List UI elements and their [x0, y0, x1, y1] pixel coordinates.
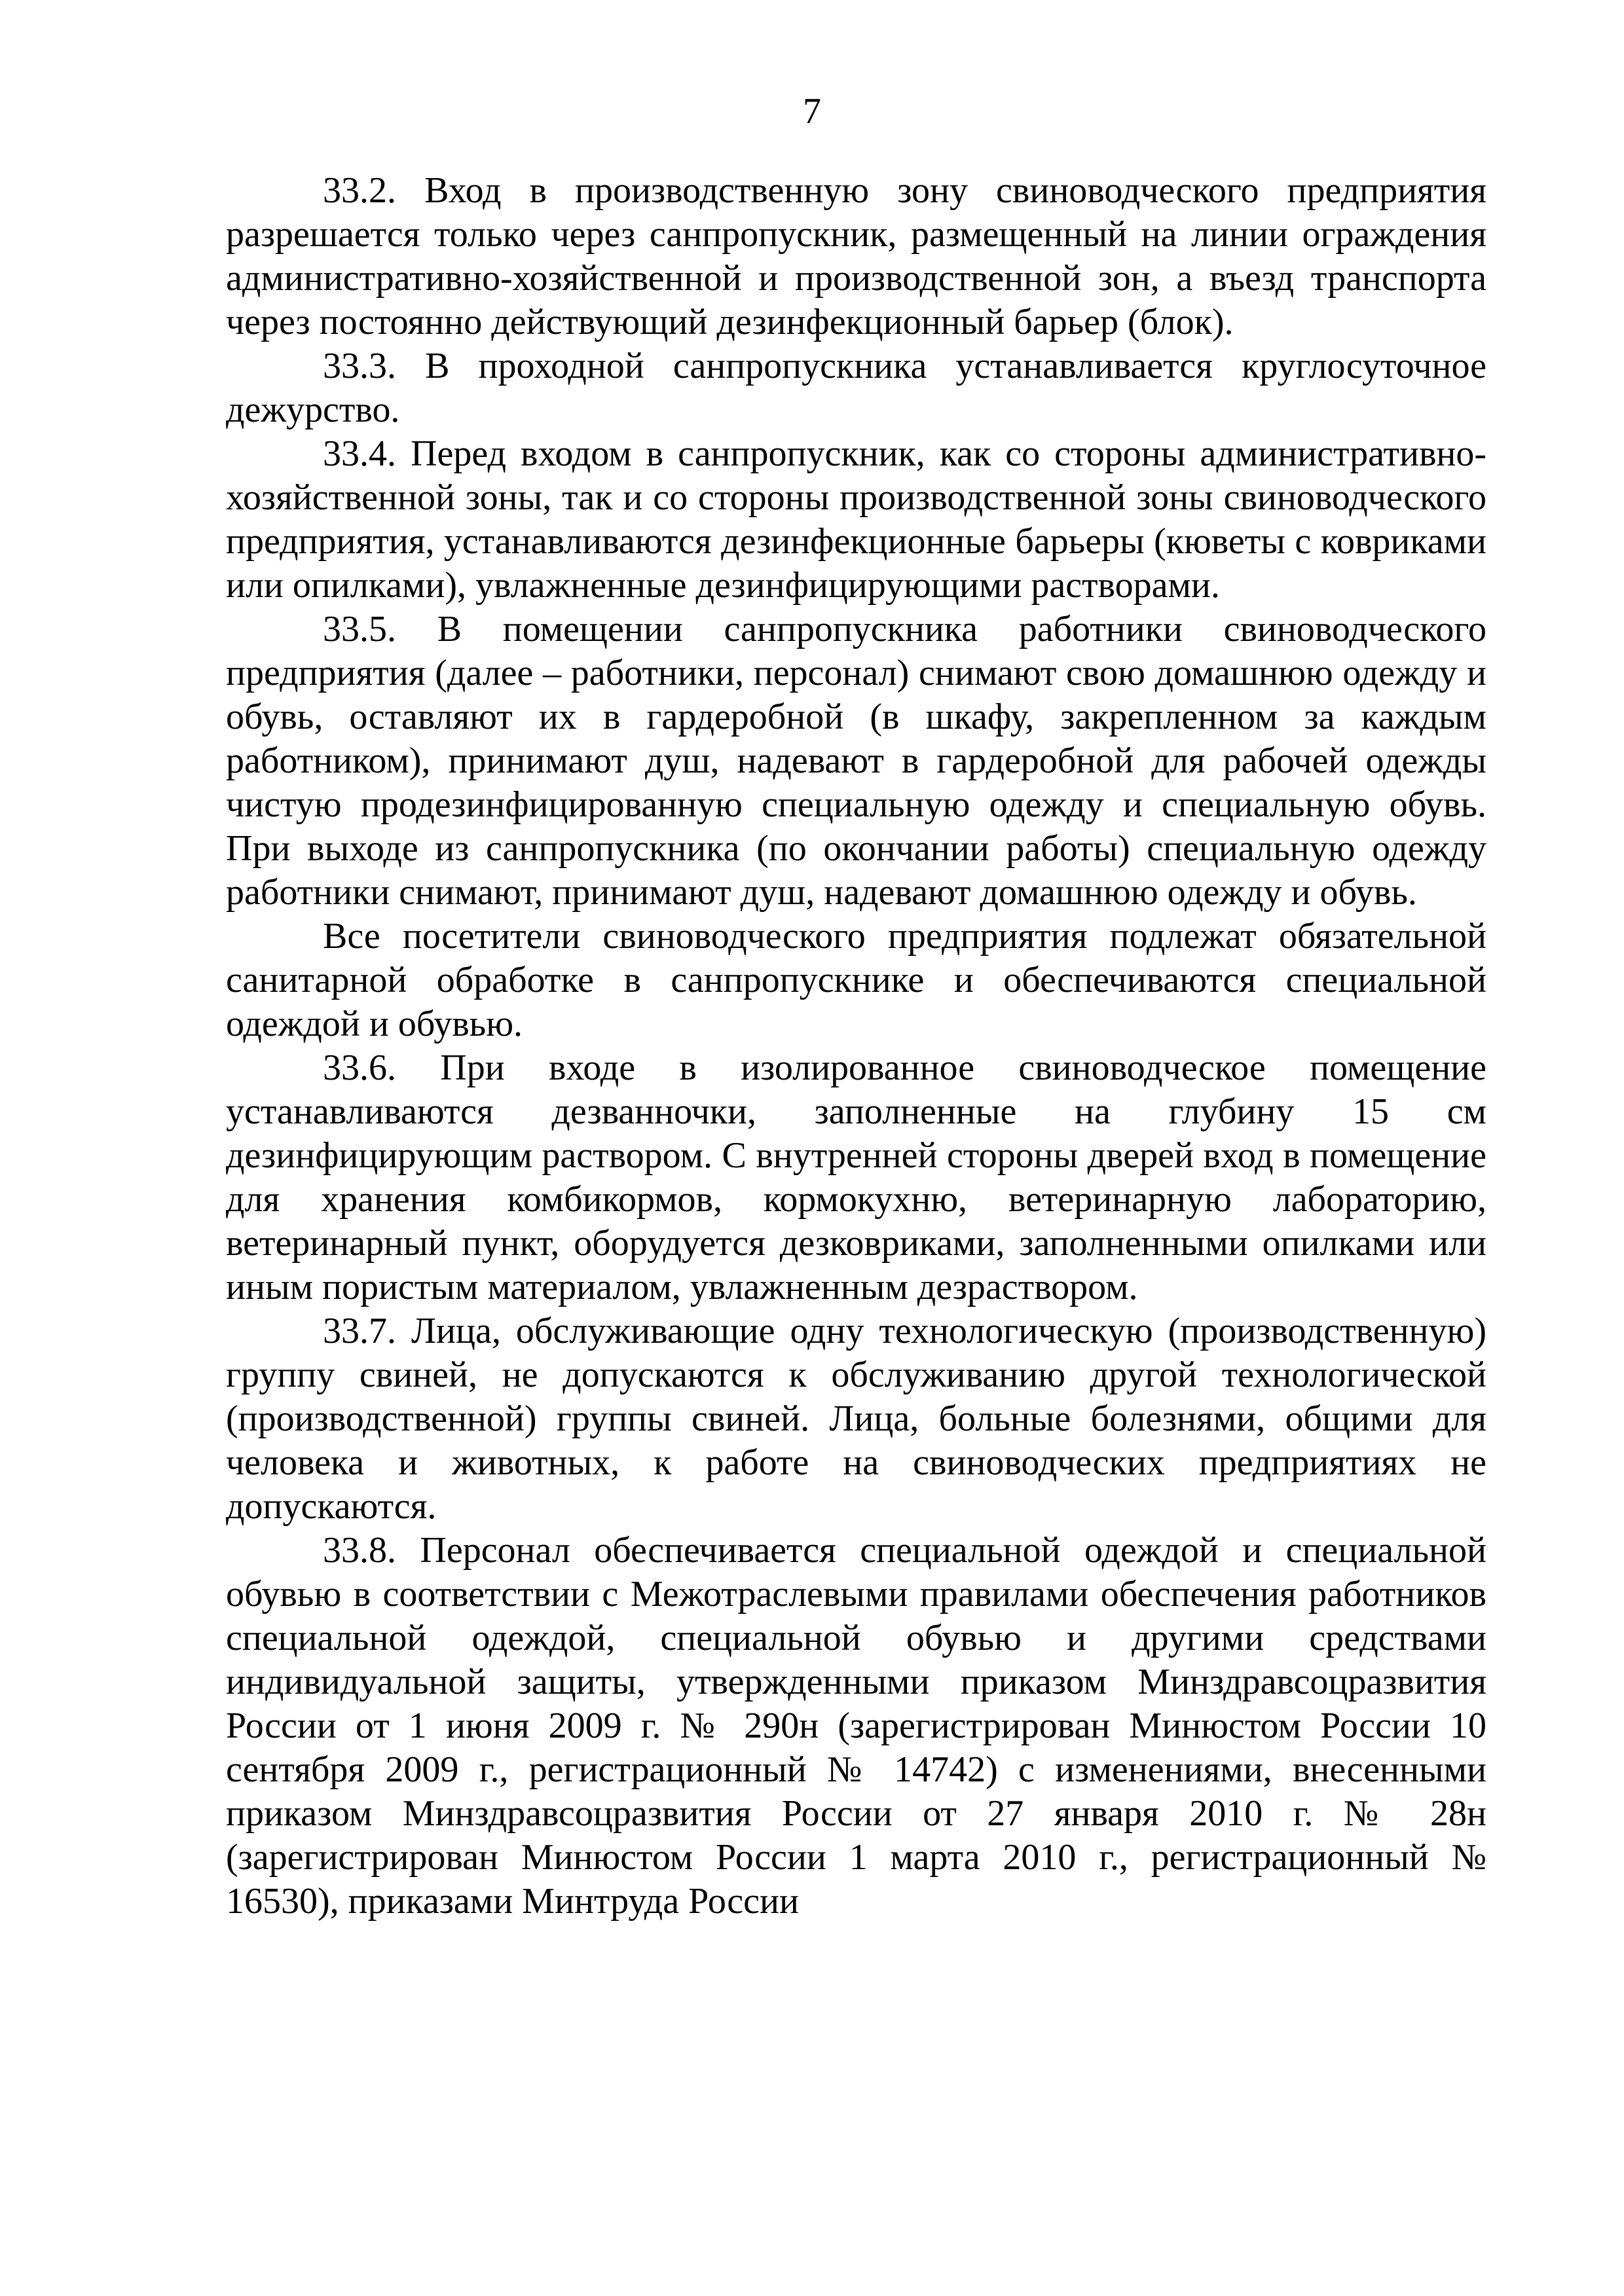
paragraph-33-4: 33.4. Перед входом в санпропускник, как со стороны административно-хозяйственной зоны, так и со стороны производственной зоны свиноводческого предприятия, устанавливаются дезинфекционные барьеры (кюветы с ковриками или опилками), увлажненные дезинфицирующими растворами. — [226, 433, 1486, 606]
paragraph-33-5: 33.5. В помещении санпропускника работники свиноводческого предприятия (далее – работники, персонал) снимают свою домашнюю одежду и обувь, оставляют их в гардеробной (в шкафу, закрепленном за каждым работником), принимают душ, надевают в гардеробной для рабочей одежды чистую продезинфицированную специальную одежду и специальную обувь. При выходе из санпропускника (по окончании работы) специальную одежду работники снимают, принимают душ, надевают домашнюю одежду и обувь. — [226, 609, 1486, 913]
paragraph-33-6: 33.6. При входе в изолированное свиноводческое помещение устанавливаются дезванночки, заполненные на глубину 15 см дезинфицирующим раствором. С внутренней стороны дверей вход в помещение для хранения комбикормов, кормокухню, ветеринарную лабораторию, ветеринарный пункт, оборудуется дезковриками, заполненными опилками или иным пористым материалом, увлажненным дезраствором. — [226, 1048, 1486, 1307]
paragraph-33-2: 33.2. Вход в производственную зону свиноводческого предприятия разрешается только через санпропускник, размещенный на линии ограждения административно-хозяйственной и производственной зон, а въезд транспорта через постоянно действующий дезинфекционный барьер (блок). — [226, 170, 1486, 342]
paragraph-visitors: Все посетители свиноводческого предприятия подлежат обязательной санитарной обработке в санпропускнике и обеспечиваются специальной одеждой и обувью. — [226, 916, 1486, 1044]
page-number: 7 — [803, 91, 821, 132]
paragraph-33-3: 33.3. В проходной санпропускника устанавливается круглосуточное дежурство. — [226, 346, 1486, 430]
paragraph-33-7: 33.7. Лица, обслуживающие одну технологическую (производственную) группу свиней, не допускаются к обслуживанию другой технологической (производственной) группы свиней. Лица, больные болезнями, общими для человека и животных, к работе на свиноводческих предприятиях не допускаются. — [226, 1311, 1486, 1527]
paragraph-33-8: 33.8. Персонал обеспечивается специальной одеждой и специальной обувью в соответствии с Межотраслевыми правилами обеспечения работников специальной одеждой, специальной обувью и другими средствами индивидуальной защиты, утвержденными приказом Минздравсоцразвития России от 1 июня 2009 г. № 290н (зарегистрирован Минюстом России 10 сентября 2009 г., регистрационный № 14742) с изменениями, внесенными приказом Минздравсоцразвития России от 27 января 2010 г. № 28н (зарегистрирован Минюстом России 1 марта 2010 г., регистрационный № 16530), приказами Минтруда России — [226, 1530, 1486, 1922]
document-body — [226, 169, 1486, 1923]
